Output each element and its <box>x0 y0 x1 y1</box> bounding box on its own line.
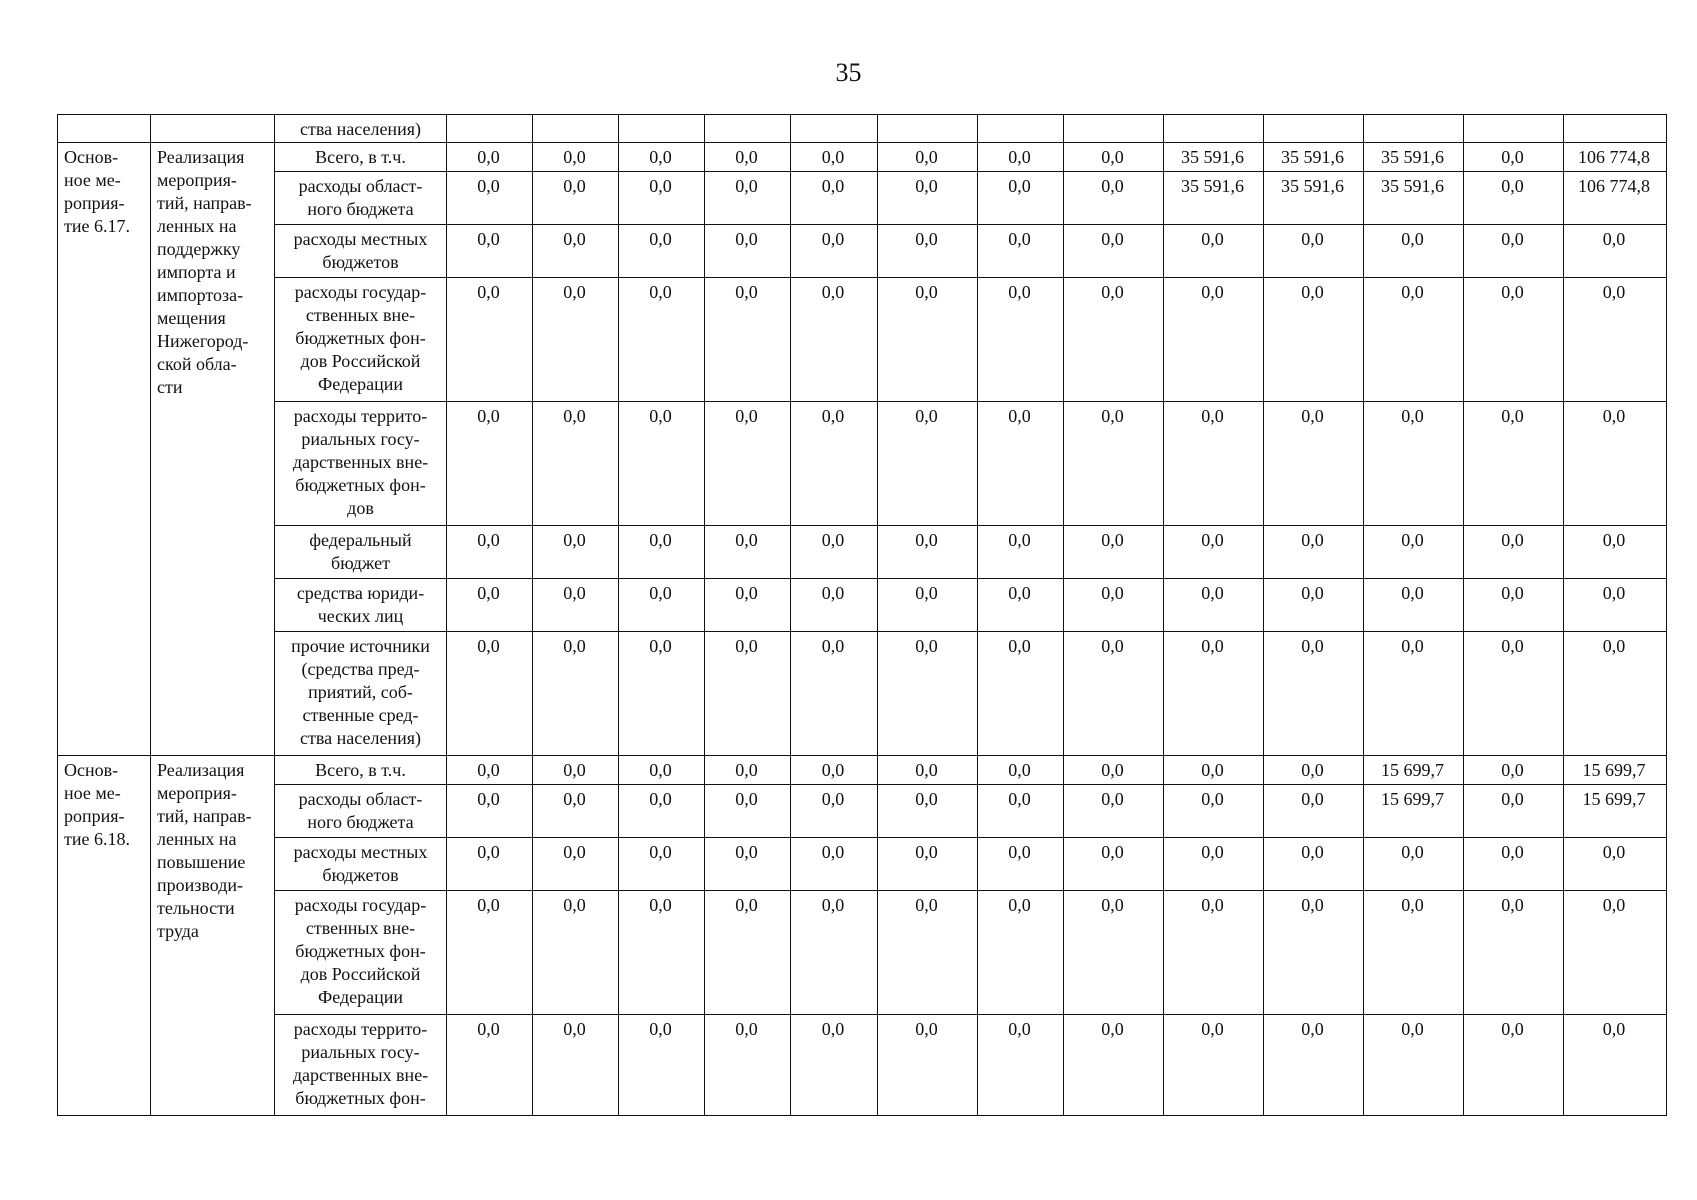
value-cell: 0,0 <box>978 838 1064 891</box>
text-line: тий, направ- <box>157 193 252 213</box>
text-line: производи- <box>157 875 244 895</box>
empty-cell <box>1164 115 1264 143</box>
table-row <box>58 891 1667 1015</box>
table-row <box>58 785 1667 838</box>
value-cell: 0,0 <box>1464 579 1564 632</box>
value-cell: 0,0 <box>1064 891 1164 1015</box>
value-cell: 15 699,7 <box>1564 785 1667 838</box>
value-cell: 0,0 <box>1164 526 1264 579</box>
value-cell: 0,0 <box>619 891 705 1015</box>
value-cell: 0,0 <box>533 172 619 225</box>
text-line: роприя- <box>64 806 125 826</box>
value-cell: 0,0 <box>1464 526 1564 579</box>
text-line: труда <box>157 921 199 941</box>
value-cell: 0,0 <box>619 526 705 579</box>
value-cell: 0,0 <box>705 838 791 891</box>
value-cell: 0,0 <box>1164 278 1264 402</box>
value-cell: 0,0 <box>1164 225 1264 278</box>
text-line: дарственных вне- <box>292 452 429 472</box>
value-cell: 0,0 <box>978 172 1064 225</box>
value-cell: 0,0 <box>1364 579 1464 632</box>
text-line: тие 6.18. <box>64 829 130 849</box>
value-cell: 0,0 <box>978 278 1064 402</box>
value-cell: 0,0 <box>1564 402 1667 526</box>
value-cell: 0,0 <box>1464 785 1564 838</box>
text-line: бюджетов <box>322 865 399 885</box>
value-cell: 0,0 <box>447 278 533 402</box>
carryover-source-cell: ства населения) <box>275 115 447 143</box>
value-cell: 0,0 <box>533 838 619 891</box>
empty-cell <box>619 115 705 143</box>
value-cell: 0,0 <box>1264 838 1364 891</box>
text-line: Федерации <box>317 987 403 1007</box>
value-cell: 0,0 <box>978 225 1064 278</box>
text-line: тельности <box>157 898 235 918</box>
text-line: расходы государ- <box>294 282 427 302</box>
value-cell: 0,0 <box>533 526 619 579</box>
value-cell: 0,0 <box>791 278 878 402</box>
value-cell: 0,0 <box>878 756 978 785</box>
value-cell: 0,0 <box>705 172 791 225</box>
empty-cell <box>878 115 978 143</box>
value-cell: 0,0 <box>1264 785 1364 838</box>
value-cell: 0,0 <box>1264 579 1364 632</box>
text-line: ственных вне- <box>305 305 416 325</box>
value-cell: 0,0 <box>878 278 978 402</box>
value-cell: 0,0 <box>447 402 533 526</box>
value-cell: 0,0 <box>1464 756 1564 785</box>
text-line: Основ- <box>64 760 119 780</box>
page-number: 35 <box>835 58 862 87</box>
empty-cell <box>1264 115 1364 143</box>
value-cell: 0,0 <box>978 402 1064 526</box>
value-cell: 0,0 <box>1464 838 1564 891</box>
table-row <box>58 402 1667 526</box>
value-cell: 0,0 <box>447 785 533 838</box>
value-cell: 0,0 <box>533 278 619 402</box>
text-line: импортоза- <box>157 285 244 305</box>
empty-cell <box>705 115 791 143</box>
table-row <box>58 632 1667 756</box>
text-line: расходы террито- <box>293 1019 428 1039</box>
value-cell: 0,0 <box>791 526 878 579</box>
table-row <box>58 143 1667 172</box>
value-cell: 0,0 <box>447 526 533 579</box>
value-cell: 0,0 <box>1164 402 1264 526</box>
budget-table <box>57 114 1667 1116</box>
value-cell: 0,0 <box>705 579 791 632</box>
value-cell: 0,0 <box>1364 278 1464 402</box>
value-cell: 35 591,6 <box>1364 172 1464 225</box>
value-cell: 0,0 <box>1064 172 1164 225</box>
value-cell: 0,0 <box>533 756 619 785</box>
value-cell: 0,0 <box>533 632 619 756</box>
value-cell: 0,0 <box>791 172 878 225</box>
text-line: ства населения) <box>300 728 421 748</box>
value-cell: 0,0 <box>1364 402 1464 526</box>
table-row <box>58 172 1667 225</box>
text-line: расходы област- <box>298 176 423 196</box>
value-cell: 0,0 <box>619 143 705 172</box>
value-cell: 0,0 <box>1164 632 1264 756</box>
value-cell: 0,0 <box>1364 1015 1464 1116</box>
value-cell: 0,0 <box>1064 225 1164 278</box>
value-cell: 0,0 <box>1264 756 1364 785</box>
value-cell: 0,0 <box>1464 891 1564 1015</box>
value-cell: 0,0 <box>1264 402 1364 526</box>
text-line: расходы местных <box>293 229 428 249</box>
value-cell: 0,0 <box>533 402 619 526</box>
funding-source-cell <box>275 1015 447 1116</box>
value-cell: 0,0 <box>1464 402 1564 526</box>
text-line: ного бюджета <box>307 199 414 219</box>
empty-cell <box>1064 115 1164 143</box>
text-line: бюджет <box>331 553 390 573</box>
funding-source-cell <box>275 143 447 172</box>
value-cell: 0,0 <box>878 225 978 278</box>
table-row <box>58 1015 1667 1116</box>
value-cell: 0,0 <box>978 143 1064 172</box>
text-line: Нижегород- <box>157 331 249 351</box>
empty-cell <box>1364 115 1464 143</box>
value-cell: 0,0 <box>1564 891 1667 1015</box>
value-cell: 0,0 <box>705 278 791 402</box>
value-cell: 0,0 <box>878 579 978 632</box>
value-cell: 35 591,6 <box>1364 143 1464 172</box>
value-cell: 0,0 <box>447 756 533 785</box>
text-line: Всего, в т.ч. <box>315 760 406 780</box>
value-cell: 0,0 <box>1064 278 1164 402</box>
text-line: риальных госу- <box>301 429 420 449</box>
value-cell: 0,0 <box>619 1015 705 1116</box>
value-cell: 0,0 <box>447 225 533 278</box>
value-cell: 0,0 <box>705 756 791 785</box>
value-cell: 15 699,7 <box>1564 756 1667 785</box>
value-cell: 0,0 <box>619 785 705 838</box>
table-row <box>58 526 1667 579</box>
value-cell: 0,0 <box>447 1015 533 1116</box>
text-line: расходы государ- <box>294 895 427 915</box>
value-cell: 0,0 <box>1464 1015 1564 1116</box>
table-row <box>58 115 1667 143</box>
value-cell: 35 591,6 <box>1164 143 1264 172</box>
value-cell: 0,0 <box>705 1015 791 1116</box>
funding-source-cell <box>275 632 447 756</box>
empty-cell <box>791 115 878 143</box>
value-cell: 0,0 <box>978 1015 1064 1116</box>
value-cell: 0,0 <box>447 838 533 891</box>
value-cell: 0,0 <box>1464 225 1564 278</box>
value-cell: 0,0 <box>1564 838 1667 891</box>
text-line: Федерации <box>317 374 403 394</box>
text-line: мещения <box>157 308 226 328</box>
text-line: ственных вне- <box>305 918 416 938</box>
text-line: ленных на <box>157 216 237 236</box>
funding-source-cell <box>275 225 447 278</box>
value-cell: 0,0 <box>619 838 705 891</box>
text-line: дов Российской <box>300 351 421 371</box>
value-cell: 0,0 <box>705 225 791 278</box>
empty-cell <box>533 115 619 143</box>
value-cell: 0,0 <box>1064 579 1164 632</box>
value-cell: 0,0 <box>1064 632 1164 756</box>
value-cell: 0,0 <box>1064 1015 1164 1116</box>
value-cell: 35 591,6 <box>1264 143 1364 172</box>
text-line: повышение <box>157 852 246 872</box>
value-cell: 106 774,8 <box>1564 143 1667 172</box>
value-cell: 0,0 <box>705 891 791 1015</box>
table-row <box>58 225 1667 278</box>
value-cell: 0,0 <box>1264 225 1364 278</box>
value-cell: 0,0 <box>1164 579 1264 632</box>
value-cell: 0,0 <box>791 402 878 526</box>
value-cell: 0,0 <box>1064 756 1164 785</box>
value-cell: 0,0 <box>791 756 878 785</box>
text-line: прочие источники <box>291 636 430 656</box>
value-cell: 0,0 <box>619 225 705 278</box>
text-line: бюджетных фон- <box>295 475 426 495</box>
value-cell: 0,0 <box>533 579 619 632</box>
value-cell: 0,0 <box>705 143 791 172</box>
text-line: поддержку <box>157 239 241 259</box>
text-line: приятий, соб- <box>308 682 413 702</box>
value-cell: 0,0 <box>533 225 619 278</box>
value-cell: 0,0 <box>791 838 878 891</box>
empty-cell <box>1464 115 1564 143</box>
value-cell: 0,0 <box>791 632 878 756</box>
value-cell: 0,0 <box>619 579 705 632</box>
value-cell: 0,0 <box>533 891 619 1015</box>
text-line: Реализация <box>157 147 245 167</box>
text-line: (средства пред- <box>301 659 420 679</box>
table-row <box>58 838 1667 891</box>
value-cell: 35 591,6 <box>1164 172 1264 225</box>
value-cell: 0,0 <box>978 785 1064 838</box>
text-line: ное ме- <box>64 783 121 803</box>
text-line: бюджетных фон- <box>295 328 426 348</box>
value-cell: 0,0 <box>878 838 978 891</box>
value-cell: 0,0 <box>878 143 978 172</box>
value-cell: 0,0 <box>1464 143 1564 172</box>
table-row <box>58 278 1667 402</box>
empty-cell <box>151 115 275 143</box>
text-line: дарственных вне- <box>292 1065 429 1085</box>
value-cell: 0,0 <box>1364 632 1464 756</box>
text-line: риальных госу- <box>301 1042 420 1062</box>
value-cell: 0,0 <box>791 225 878 278</box>
text-line: сти <box>157 377 183 397</box>
value-cell: 0,0 <box>1264 632 1364 756</box>
value-cell: 0,0 <box>619 278 705 402</box>
value-cell: 0,0 <box>1364 225 1464 278</box>
value-cell: 0,0 <box>705 785 791 838</box>
empty-cell <box>978 115 1064 143</box>
value-cell: 0,0 <box>1064 526 1164 579</box>
value-cell: 0,0 <box>1064 785 1164 838</box>
text-line: ской обла- <box>157 354 237 374</box>
value-cell: 0,0 <box>791 579 878 632</box>
text-line: бюджетов <box>322 252 399 272</box>
value-cell: 0,0 <box>1264 891 1364 1015</box>
value-cell: 106 774,8 <box>1564 172 1667 225</box>
funding-source-cell <box>275 785 447 838</box>
value-cell: 0,0 <box>1464 632 1564 756</box>
text-line: расходы террито- <box>293 406 428 426</box>
value-cell: 0,0 <box>1164 891 1264 1015</box>
value-cell: 0,0 <box>978 579 1064 632</box>
value-cell: 0,0 <box>1564 278 1667 402</box>
value-cell: 0,0 <box>533 785 619 838</box>
value-cell: 0,0 <box>1364 891 1464 1015</box>
text-line: средства юриди- <box>296 583 425 603</box>
funding-source-cell <box>275 579 447 632</box>
empty-cell <box>1564 115 1667 143</box>
text-line: дов Российской <box>300 964 421 984</box>
text-line: расходы област- <box>298 789 423 809</box>
value-cell: 0,0 <box>1164 838 1264 891</box>
value-cell: 0,0 <box>1464 172 1564 225</box>
funding-source-cell <box>275 891 447 1015</box>
value-cell: 0,0 <box>791 143 878 172</box>
value-cell: 0,0 <box>1564 632 1667 756</box>
value-cell: 0,0 <box>1564 225 1667 278</box>
value-cell: 0,0 <box>619 632 705 756</box>
funding-source-cell <box>275 838 447 891</box>
text-line: импорта и <box>157 262 236 282</box>
text-line: ного бюджета <box>307 812 414 832</box>
value-cell: 0,0 <box>878 172 978 225</box>
empty-cell <box>58 115 151 143</box>
value-cell: 0,0 <box>1464 278 1564 402</box>
value-cell: 0,0 <box>1164 756 1264 785</box>
text-line: Реализация <box>157 760 245 780</box>
value-cell: 0,0 <box>705 632 791 756</box>
value-cell: 0,0 <box>791 785 878 838</box>
text-line: дов <box>347 498 374 518</box>
text-line: бюджетных фон- <box>295 941 426 961</box>
value-cell: 0,0 <box>978 756 1064 785</box>
value-cell: 15 699,7 <box>1364 756 1464 785</box>
table-row <box>58 579 1667 632</box>
measure-name-cell <box>151 143 275 756</box>
text-line: мероприя- <box>157 170 237 190</box>
text-line: ленных на <box>157 829 237 849</box>
value-cell: 0,0 <box>619 402 705 526</box>
value-cell: 0,0 <box>533 1015 619 1116</box>
value-cell: 35 591,6 <box>1264 172 1364 225</box>
value-cell: 0,0 <box>1164 785 1264 838</box>
value-cell: 0,0 <box>447 579 533 632</box>
text-line: бюджетных фон- <box>295 1088 426 1108</box>
text-line: тий, направ- <box>157 806 252 826</box>
value-cell: 0,0 <box>878 891 978 1015</box>
measure-code-cell <box>58 756 151 1116</box>
value-cell: 0,0 <box>447 172 533 225</box>
value-cell: 0,0 <box>533 143 619 172</box>
value-cell: 0,0 <box>878 632 978 756</box>
text-line: ческих лиц <box>317 606 404 626</box>
value-cell: 0,0 <box>878 402 978 526</box>
text-line: роприя- <box>64 193 125 213</box>
value-cell: 0,0 <box>1164 1015 1264 1116</box>
value-cell: 0,0 <box>447 891 533 1015</box>
value-cell: 0,0 <box>1264 526 1364 579</box>
value-cell: 0,0 <box>978 891 1064 1015</box>
value-cell: 0,0 <box>619 756 705 785</box>
value-cell: 0,0 <box>978 632 1064 756</box>
value-cell: 0,0 <box>878 1015 978 1116</box>
table-row <box>58 756 1667 785</box>
text-line: Основ- <box>64 147 119 167</box>
value-cell: 0,0 <box>447 143 533 172</box>
funding-source-cell <box>275 172 447 225</box>
value-cell: 0,0 <box>1064 143 1164 172</box>
value-cell: 0,0 <box>1364 526 1464 579</box>
value-cell: 0,0 <box>1264 1015 1364 1116</box>
value-cell: 0,0 <box>1564 1015 1667 1116</box>
value-cell: 0,0 <box>791 891 878 1015</box>
value-cell: 0,0 <box>978 526 1064 579</box>
measure-code-cell <box>58 143 151 756</box>
text-line: тие 6.17. <box>64 216 130 236</box>
text-line: расходы местных <box>293 842 428 862</box>
value-cell: 0,0 <box>878 785 978 838</box>
value-cell: 0,0 <box>1064 402 1164 526</box>
text-line: Всего, в т.ч. <box>315 147 406 167</box>
text-line: мероприя- <box>157 783 237 803</box>
value-cell: 0,0 <box>705 402 791 526</box>
measure-name-cell <box>151 756 275 1116</box>
value-cell: 0,0 <box>791 1015 878 1116</box>
text-line: ственные сред- <box>302 705 419 725</box>
value-cell: 15 699,7 <box>1364 785 1464 838</box>
value-cell: 0,0 <box>1564 579 1667 632</box>
value-cell: 0,0 <box>1564 526 1667 579</box>
funding-source-cell <box>275 402 447 526</box>
value-cell: 0,0 <box>1364 838 1464 891</box>
text-line: ное ме- <box>64 170 121 190</box>
funding-source-cell <box>275 526 447 579</box>
value-cell: 0,0 <box>878 526 978 579</box>
empty-cell <box>447 115 533 143</box>
text-line: федеральный <box>309 530 412 550</box>
funding-source-cell <box>275 756 447 785</box>
funding-source-cell <box>275 278 447 402</box>
value-cell: 0,0 <box>1264 278 1364 402</box>
value-cell: 0,0 <box>705 526 791 579</box>
value-cell: 0,0 <box>1064 838 1164 891</box>
value-cell: 0,0 <box>619 172 705 225</box>
value-cell: 0,0 <box>447 632 533 756</box>
